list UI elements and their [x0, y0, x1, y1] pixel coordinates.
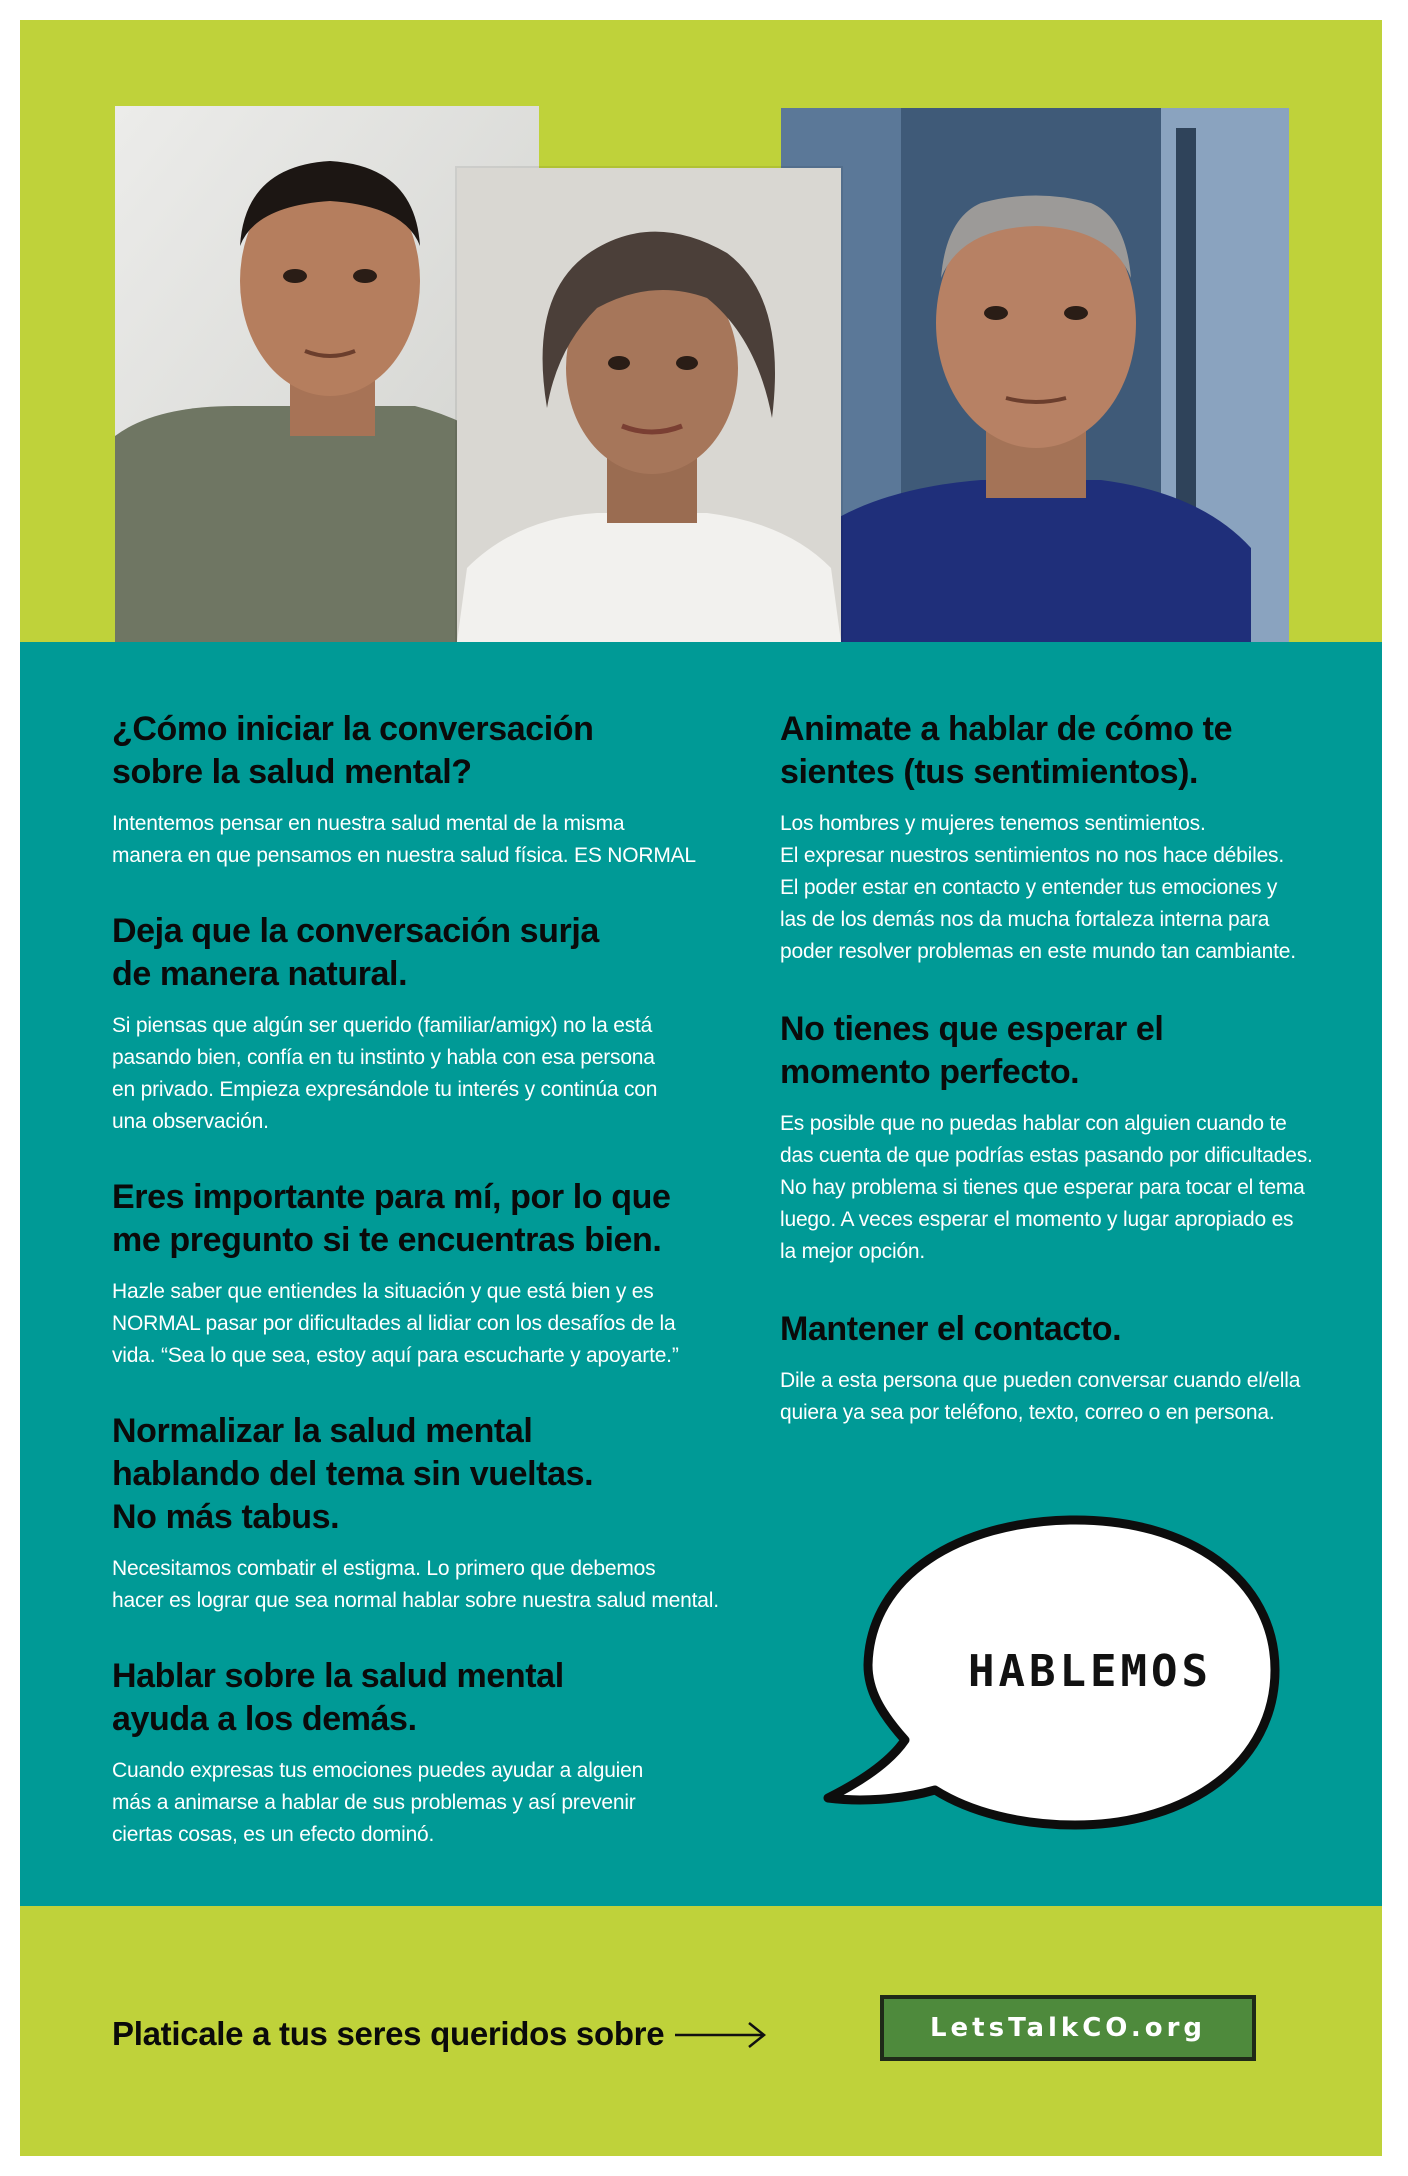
website-link-button[interactable]: LetsTalkCO.org — [880, 1995, 1256, 2061]
older-man-portrait-photo — [781, 108, 1289, 642]
section-heading: ¿Cómo iniciar la conversación sobre la salud mental? — [112, 710, 594, 791]
section-heading: Mantener el contacto. — [780, 1310, 1122, 1348]
section-heading: Eres importante para mí, por lo que me pregunto si te encuentras bien. — [112, 1178, 671, 1259]
footer-text: Platicale a tus seres queridos sobre — [112, 2015, 665, 2052]
section-body: Hazle saber que entiendes la situación y que está bien y es NORMAL pasar por dificultades al lidiar con los desafíos de la vida. “Sea lo que sea, estoy aquí para escucharte y apoyarte.” — [112, 1280, 679, 1367]
left-column — [112, 708, 752, 1889]
woman-portrait-photo — [457, 168, 841, 642]
section-natural-conversation — [112, 910, 752, 1138]
section-you-matter — [112, 1176, 752, 1372]
section-start-conversation — [112, 708, 752, 872]
section-body: Si piensas que algún ser querido (familiar/amigx) no la está pasando bien, confía en tu instinto y habla con esa persona en privado. Empieza expresándole tu interés y continúa con una observación. — [112, 1014, 658, 1133]
section-heading: Animate a hablar de cómo te sientes (tus sentimientos). — [780, 710, 1233, 791]
section-body: Los hombres y mujeres tenemos sentimientos. El expresar nuestros sentimientos no nos hace débiles. El poder estar en contacto y entender tus emociones y las de los demás nos da mucha fortaleza interna para poder resolver problemas en este mundo tan cambiante. — [780, 812, 1296, 963]
section-body: Intentemos pensar en nuestra salud mental de la misma manera en que pensamos en nuestra salud física. ES NORMAL — [112, 812, 696, 867]
section-keep-contact — [780, 1308, 1340, 1429]
section-body: Dile a esta persona que pueden conversar cuando el/ella quiera ya sea por teléfono, texto, correo o en persona. — [780, 1369, 1301, 1424]
section-feelings — [780, 708, 1340, 968]
section-helps-others — [112, 1655, 752, 1851]
speech-bubble — [820, 1500, 1300, 1850]
section-body: Cuando expresas tus emociones puedes ayudar a alguien más a animarse a hablar de sus problemas y así prevenir ciertas cosas, es un efecto dominó. — [112, 1759, 644, 1846]
section-heading: No tienes que esperar el momento perfecto. — [780, 1010, 1164, 1091]
section-perfect-moment — [780, 1008, 1340, 1268]
section-normalize — [112, 1410, 752, 1617]
section-heading: Normalizar la salud mental hablando del tema sin vueltas. No más tabus. — [112, 1412, 594, 1536]
poster — [20, 20, 1382, 2156]
section-heading: Deja que la conversación surja de manera natural. — [112, 912, 599, 993]
right-column — [780, 708, 1340, 1469]
arrow-right-icon — [673, 2020, 768, 2050]
bubble-text: HABLEMOS — [968, 1646, 1212, 1697]
section-heading: Hablar sobre la salud mental ayuda a los demás. — [112, 1657, 564, 1738]
section-body: Necesitamos combatir el estigma. Lo primero que debemos hacer es lograr que sea normal hablar sobre nuestra salud mental. — [112, 1557, 719, 1612]
section-body: Es posible que no puedas hablar con alguien cuando te das cuenta de que podrías estas pasando por dificultades. No hay problema si tienes que esperar para tocar el tema luego. A veces esperar el momento y lugar apropiado es la mejor opción. — [780, 1112, 1313, 1263]
